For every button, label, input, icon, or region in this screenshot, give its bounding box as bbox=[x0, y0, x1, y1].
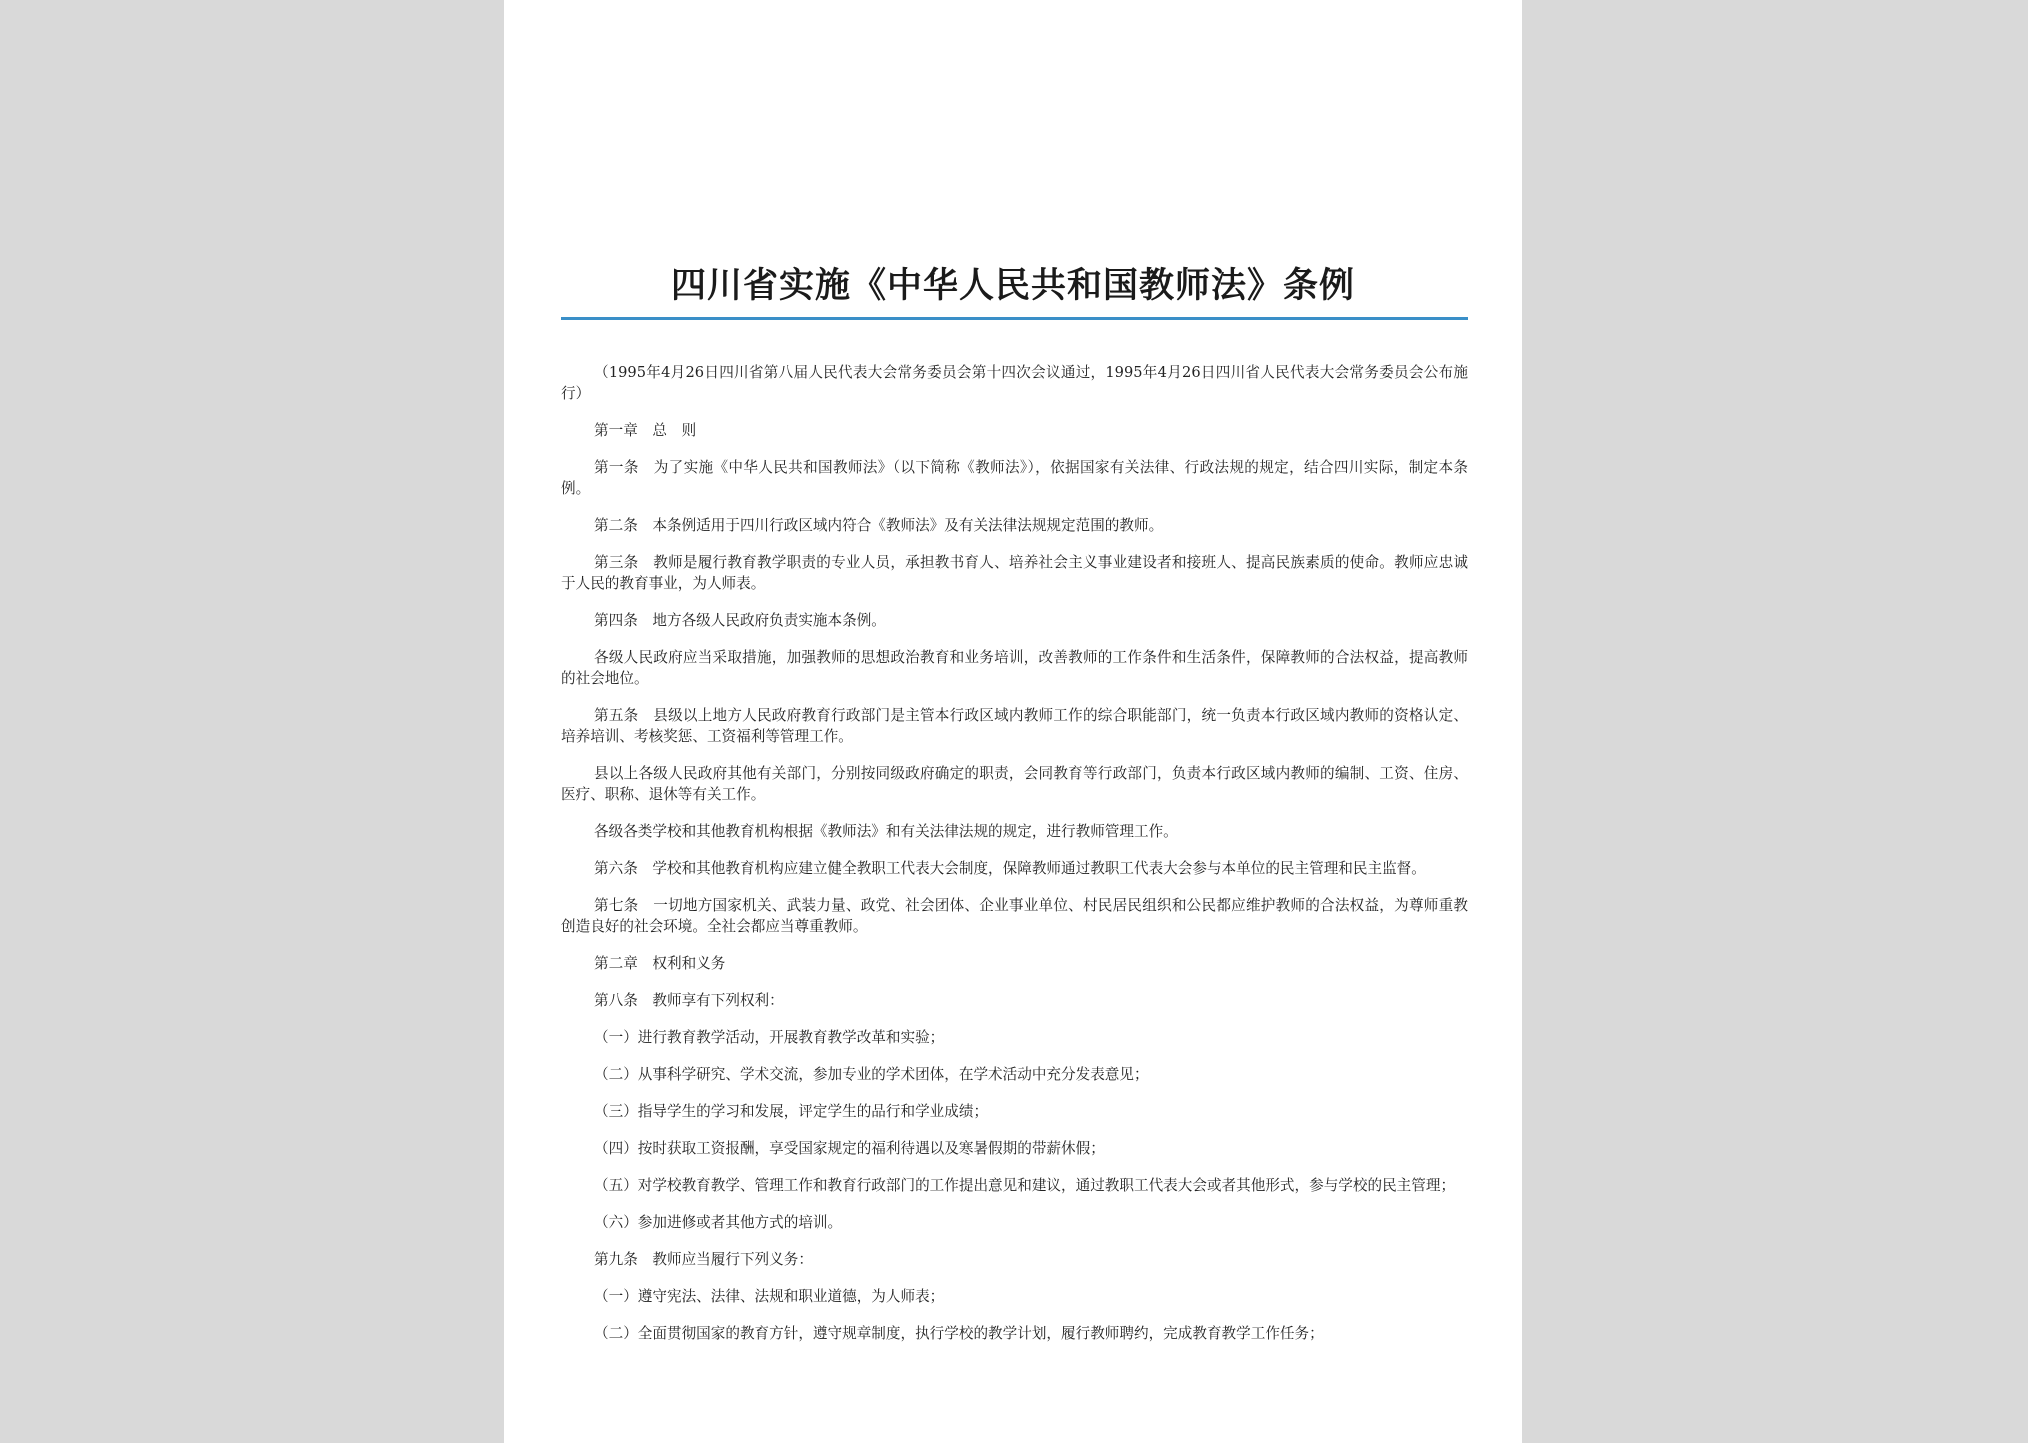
paragraph: 第二条 本条例适用于四川行政区域内符合《教师法》及有关法律法规规定范围的教师。 bbox=[594, 517, 1164, 534]
list-item: （一）遵守宪法、法律、法规和职业道德，为人师表； bbox=[594, 1288, 945, 1305]
paragraph: 第七条 一切地方国家机关、武装力量、政党、社会团体、企业事业单位、村民居民组织和公民都应维护教师的合法权益，为尊师重教创造良好的社会环境。全社会都应当尊重教师。 bbox=[561, 897, 1468, 935]
list-item: （六）参加进修或者其他方式的培训。 bbox=[594, 1214, 843, 1231]
list-item: （一）进行教育教学活动，开展教育教学改革和实验； bbox=[594, 1029, 945, 1046]
paragraph: 第五条 县级以上地方人民政府教育行政部门是主管本行政区域内教师工作的综合职能部门，统一负责本行政区域内教师的资格认定、培养培训、考核奖惩、工资福利等管理工作。 bbox=[561, 707, 1468, 745]
title-underline bbox=[561, 317, 1468, 320]
chapter-heading: 第二章 权利和义务 bbox=[594, 955, 726, 972]
paragraph: 各级人民政府应当采取措施，加强教师的思想政治教育和业务培训，改善教师的工作条件和生活条件，保障教师的合法权益，提高教师的社会地位。 bbox=[561, 649, 1468, 687]
document-title: 四川省实施《中华人民共和国教师法》条例 bbox=[670, 266, 1355, 306]
paragraph: 县以上各级人民政府其他有关部门，分别按同级政府确定的职责，会同教育等行政部门，负责本行政区域内教师的编制、工资、住房、医疗、职称、退休等有关工作。 bbox=[561, 765, 1468, 803]
paragraph: 各级各类学校和其他教育机构根据《教师法》和有关法律法规的规定，进行教师管理工作。 bbox=[594, 823, 1178, 840]
list-item: （二）全面贯彻国家的教育方针，遵守规章制度，执行学校的教学计划，履行教师聘约，完成教育教学工作任务； bbox=[594, 1325, 1324, 1342]
paragraph: 第九条 教师应当履行下列义务： bbox=[594, 1251, 813, 1268]
paragraph: 第一条 为了实施《中华人民共和国教师法》（以下简称《教师法》），依据国家有关法律、行政法规的规定，结合四川实际，制定本条例。 bbox=[561, 459, 1468, 497]
paragraph: 第三条 教师是履行教育教学职责的专业人员，承担教书育人、培养社会主义事业建设者和接班人、提高民族素质的使命。教师应忠诚于人民的教育事业，为人师表。 bbox=[561, 554, 1468, 592]
list-item: （五）对学校教育教学、管理工作和教育行政部门的工作提出意见和建议，通过教职工代表大会或者其他形式，参与学校的民主管理； bbox=[594, 1177, 1456, 1194]
paragraph: 第六条 学校和其他教育机构应建立健全教职工代表大会制度，保障教师通过教职工代表大会参与本单位的民主管理和民主监督。 bbox=[594, 860, 1426, 877]
document-body bbox=[561, 362, 1468, 1360]
chapter-heading: 第一章 总 则 bbox=[594, 422, 697, 439]
list-item: （三）指导学生的学习和发展，评定学生的品行和学业成绩； bbox=[594, 1103, 989, 1120]
paragraph: 第八条 教师享有下列权利： bbox=[594, 992, 784, 1009]
document-page bbox=[504, 0, 1522, 1443]
list-item: （四）按时获取工资报酬，享受国家规定的福利待遇以及寒暑假期的带薪休假； bbox=[594, 1140, 1105, 1157]
paragraph: 第四条 地方各级人民政府负责实施本条例。 bbox=[594, 612, 886, 629]
list-item: （二）从事科学研究、学术交流，参加专业的学术团体，在学术活动中充分发表意见； bbox=[594, 1066, 1149, 1083]
paragraph: （1995年4月26日四川省第八届人民代表大会常务委员会第十四次会议通过，1995年4月26日四川省人民代表大会常务委员会公布施行） bbox=[561, 364, 1468, 402]
